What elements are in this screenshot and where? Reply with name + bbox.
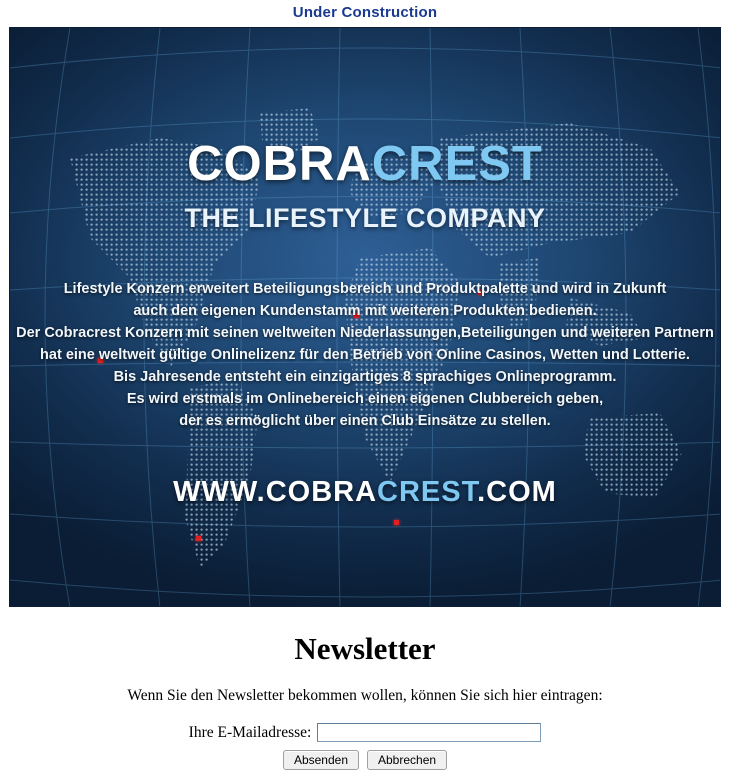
submit-button[interactable]: Absenden	[283, 750, 359, 770]
announcement-line: Bis Jahresende entsteht ein einzigartiges 8 sprachiges Onlineprogramm.	[113, 369, 617, 386]
brand-tagline: THE LIFESTYLE COMPANY	[184, 203, 546, 233]
announcement-line: auch den eigenen Kundenstamm mit weiteren Produkten bedienen.	[133, 303, 597, 320]
website-url	[173, 476, 557, 509]
hero-banner	[9, 27, 721, 607]
page-title: Under Construction	[292, 4, 438, 21]
website-url-part-1: WWW.COBRA	[173, 476, 378, 509]
announcement-line: hat eine weltweit gültige Onlinelizenz für den Betrieb von Online Casinos, Wetten und Lotterie.	[40, 347, 690, 364]
announcement-line: Der Cobracrest Konzern mit seinen weltweiten Niederlassungen,Beteiligungen und weiteren Partnern	[16, 325, 714, 342]
announcement-text	[15, 278, 715, 432]
brand-logo-part-1: COBRA	[187, 137, 372, 191]
brand-logo	[187, 137, 543, 191]
announcement-line: der es ermöglicht über einen Club Einsätze zu stellen.	[179, 413, 551, 430]
website-url-part-2: CREST	[377, 476, 478, 509]
brand-logo-part-2: CREST	[371, 137, 543, 191]
newsletter-form-row	[0, 723, 730, 742]
email-field-label: Ihre E-Mailadresse:	[188, 723, 312, 741]
announcement-line: Es wird erstmals im Onlinebereich einen eigenen Clubbereich geben,	[126, 391, 604, 408]
email-input[interactable]	[317, 723, 541, 742]
announcement-line: Lifestyle Konzern erweitert Beteiligungsbereich und Produktpalette und wird in Zukunft	[63, 281, 667, 297]
newsletter-intro-text: Wenn Sie den Newsletter bekommen wollen, können Sie sich hier eintragen:	[127, 687, 603, 704]
newsletter-buttons	[0, 750, 730, 770]
newsletter-heading: Newsletter	[294, 631, 436, 666]
cancel-button[interactable]: Abbrechen	[367, 750, 447, 770]
website-url-part-3: .COM	[477, 476, 557, 509]
